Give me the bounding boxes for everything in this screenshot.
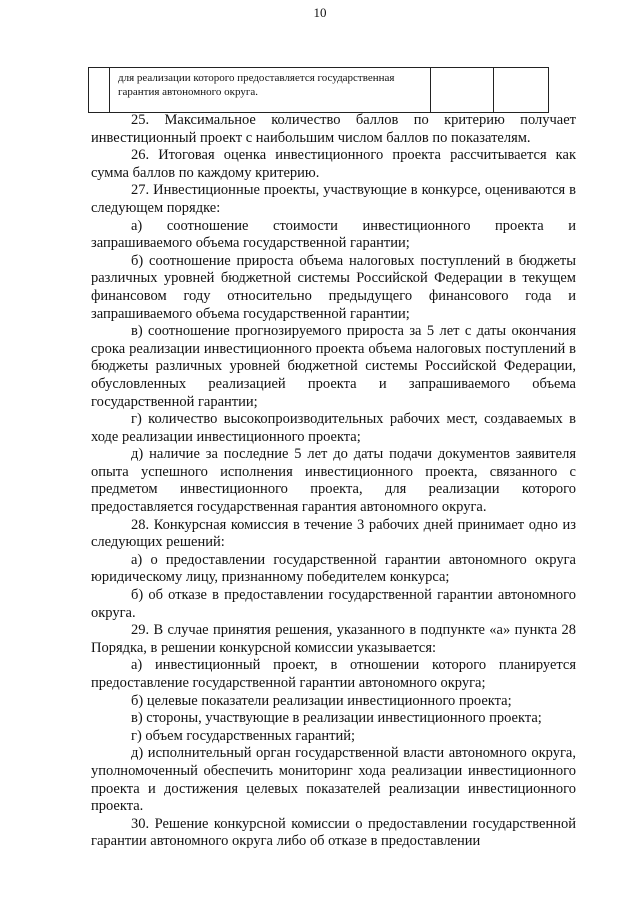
paragraph-28-a: а) о предоставлении государственной гарантии автономного округа юридическому лицу, признанному победителем конкурса; <box>91 551 576 586</box>
table-cell-number <box>89 68 110 113</box>
paragraph-27-g: г) количество высокопроизводительных рабочих мест, создаваемых в ходе реализации инвестиционного проекта; <box>91 411 576 445</box>
table-cell-criterion <box>110 68 431 113</box>
table-row <box>89 68 549 113</box>
paragraph-27: 27. Инвестиционные проекты, участвующие в конкурсе, оцениваются в следующем порядке: <box>91 182 576 216</box>
table-cell-value <box>431 68 494 113</box>
paragraph-29: 29. В случае принятия решения, указанного в подпункте «а» пункта 28 Порядка, в решении конкурсной комиссии указывается: <box>91 622 576 656</box>
paragraph-30: 30. Решение конкурсной комиссии о предоставлении государственной гарантии автономного округа либо об отказе в предоставлении <box>91 815 576 850</box>
paragraph-27-d: д) наличие за последние 5 лет до даты подачи документов заявителя опыта успешного исполнения инвестиционного проекта, связанного с предметом инвестиционного проекта, для реализации которого предоставляется государственная гарантия автономного округа. <box>91 446 576 516</box>
document-body <box>91 112 576 851</box>
paragraph-28: 28. Конкурсная комиссия в течение 3 рабочих дней принимает одно из следующих решений: <box>91 516 576 551</box>
paragraph-27-a: а) соотношение стоимости инвестиционного проекта и запрашиваемого объема государственной гарантии; <box>91 217 576 252</box>
table-cell-text: для реализации которого предоставляется государственная гарантия автономного округа. <box>118 72 395 98</box>
paragraph-29-d: д) исполнительный орган государственной власти автономного округа, уполномоченный обеспечить мониторинг хода реализации инвестиционного проекта и достижения целевых показателей реализации инвестиционного проекта. <box>91 745 576 815</box>
continued-table <box>88 67 549 113</box>
paragraph-29-v: в) стороны, участвующие в реализации инвестиционного проекта; <box>131 710 542 727</box>
paragraph-25: 25. Максимальное количество баллов по критерию получает инвестиционный проект с наибольшим числом баллов по показателям. <box>91 112 576 146</box>
paragraph-29-g: г) объем государственных гарантий; <box>131 727 356 744</box>
paragraph-29-a: а) инвестиционный проект, в отношении которого планируется предоставление государственной гарантии автономного округа; <box>91 657 576 691</box>
paragraph-27-v: в) соотношение прогнозируемого прироста за 5 лет с даты окончания срока реализации инвестиционного проекта объема налоговых поступлений в бюджеты различных уровней бюджетной системы Российской Федерации, обусловленных реализацией проекта и запрашиваемого объема государственной гарантии; <box>91 323 576 410</box>
paragraph-29-b: б) целевые показатели реализации инвестиционного проекта; <box>131 692 512 709</box>
paragraph-28-b: б) об отказе в предоставлении государственной гарантии автономного округа. <box>91 587 576 621</box>
page-number: 10 <box>313 5 327 20</box>
paragraph-26: 26. Итоговая оценка инвестиционного проекта рассчитывается как сумма баллов по каждому критерию. <box>91 147 576 181</box>
paragraph-27-b: б) соотношение прироста объема налоговых поступлений в бюджеты различных уровней бюджетной системы Российской Федерации в текущем финансовом году относительно предыдущего финансового года и запрашиваемого объема государственной гарантии; <box>91 252 576 322</box>
table-cell-score <box>494 68 549 113</box>
